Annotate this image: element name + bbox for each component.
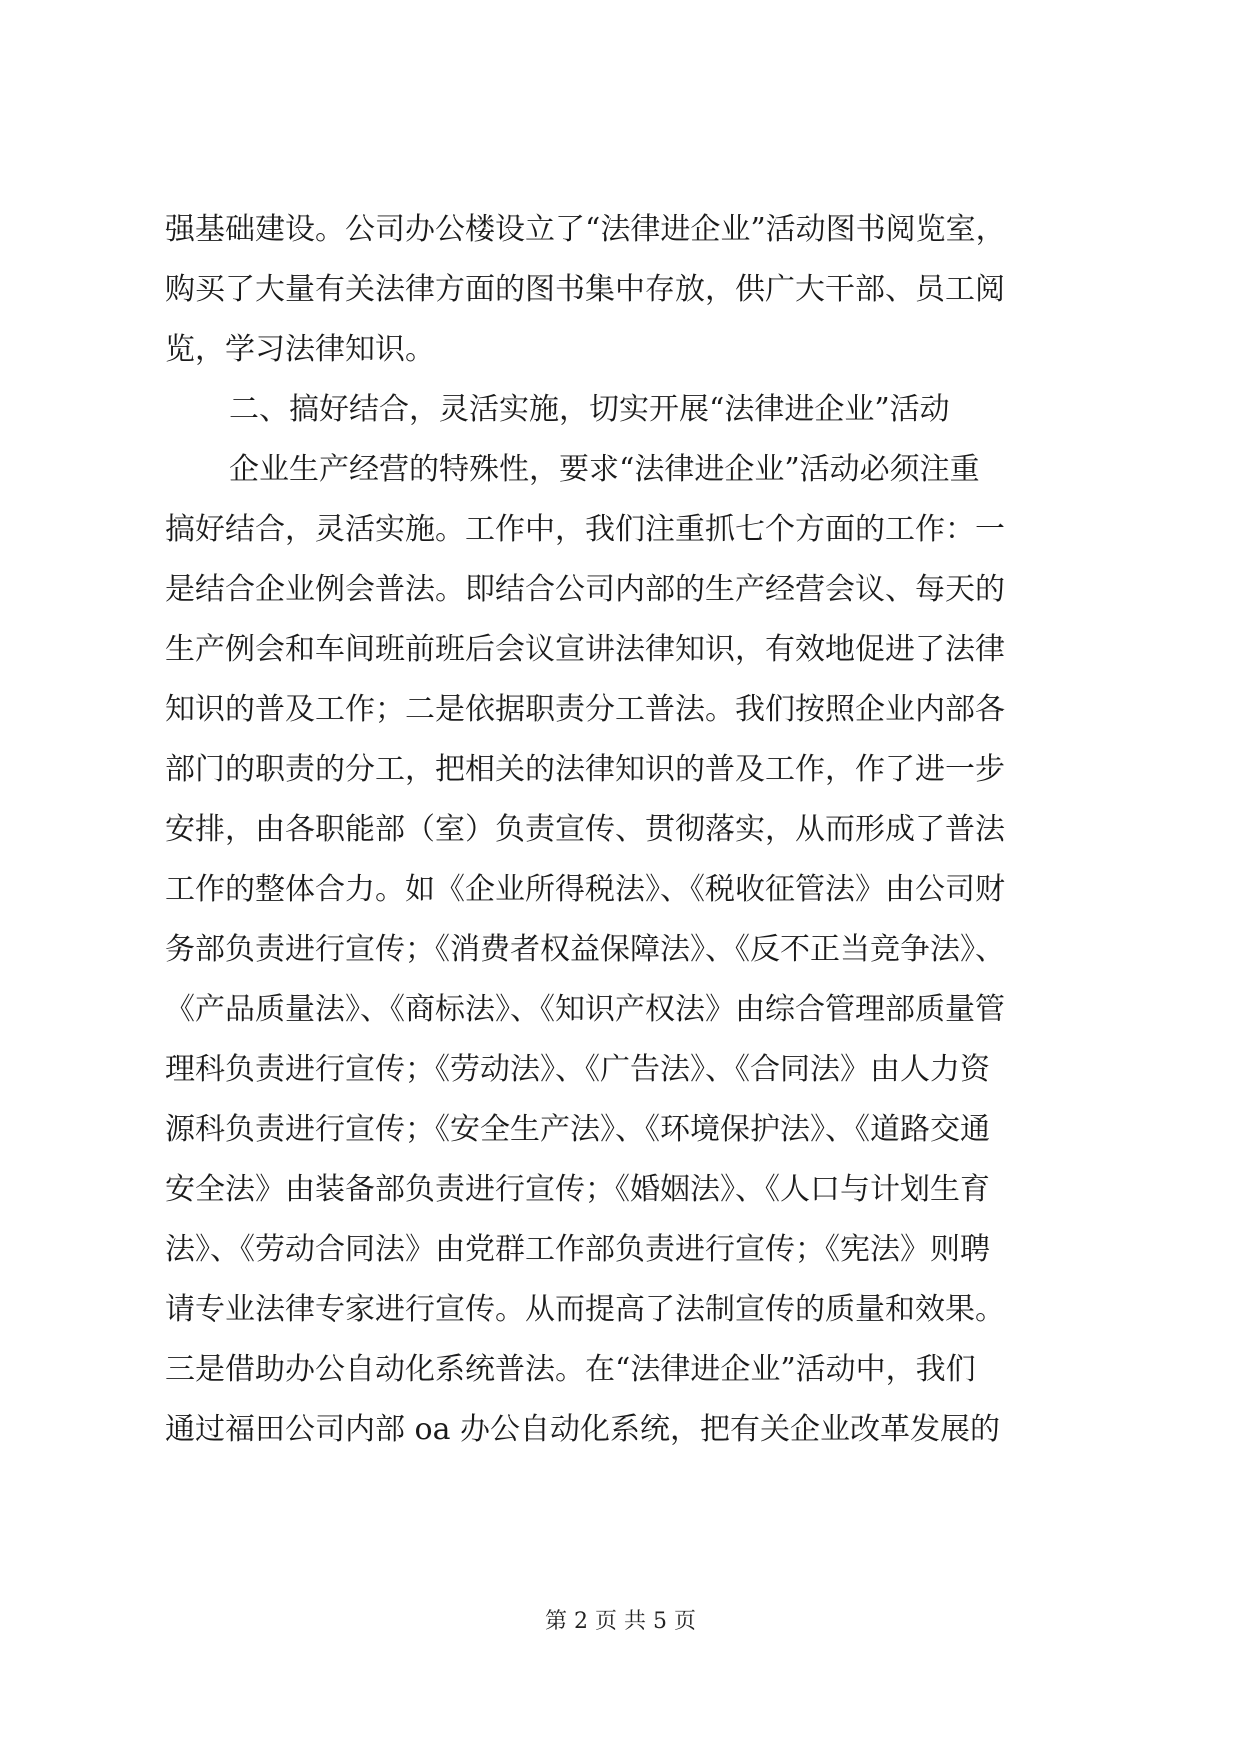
text-line: 三是借助办公自动化系统普法。在“法律进企业”活动中，我们: [165, 1352, 976, 1387]
text-line: 安排，由各职能部（室）负责宣传、贯彻落实，从而形成了普法: [165, 812, 1005, 847]
text-line: 是结合企业例会普法。即结合公司内部的生产经营会议、每天的: [165, 572, 1005, 607]
text-line: 理科负责进行宣传；《劳动法》、《广告法》、《合同法》由人力资: [165, 1052, 990, 1087]
text-line: 通过福田公司内部 oa 办公自动化系统，把有关企业改革发展的: [165, 1412, 1001, 1447]
paragraph-first-line: 二、搞好结合，灵活实施，切实开展“法律进企业”活动: [229, 392, 950, 427]
text-line: 安全法》由装备部负责进行宣传；《婚姻法》、《人口与计划生育: [165, 1172, 990, 1207]
text-line: 知识的普及工作；二是依据职责分工普法。我们按照企业内部各: [165, 692, 1005, 727]
paragraph-first-line: 企业生产经营的特殊性，要求“法律进企业”活动必须注重: [229, 452, 980, 487]
text-line: 览，学习法律知识。: [165, 332, 435, 367]
text-line: 生产例会和车间班前班后会议宣讲法律知识，有效地促进了法律: [165, 632, 1005, 667]
document-body: [165, 200, 1085, 1460]
text-line: 源科负责进行宣传；《安全生产法》、《环境保护法》、《道路交通: [165, 1112, 990, 1147]
text-line: 务部负责进行宣传；《消费者权益保障法》、《反不正当竞争法》、: [165, 932, 1005, 967]
text-line: 法》、《劳动合同法》由党群工作部负责进行宣传；《宪法》则聘: [165, 1232, 990, 1267]
text-line: 工作的整体合力。如《企业所得税法》、《税收征管法》由公司财: [165, 872, 1005, 907]
text-line: 部门的职责的分工，把相关的法律知识的普及工作，作了进一步: [165, 752, 1005, 787]
text-line: 搞好结合，灵活实施。工作中，我们注重抓七个方面的工作：一: [165, 512, 1005, 547]
text-line: 请专业法律专家进行宣传。从而提高了法制宣传的质量和效果。: [165, 1292, 1005, 1327]
text-line: 《产品质量法》、《商标法》、《知识产权法》由综合管理部质量管: [165, 992, 1005, 1027]
text-line: 强基础建设。公司办公楼设立了“法律进企业”活动图书阅览室，: [165, 212, 1006, 247]
text-line: 购买了大量有关法律方面的图书集中存放，供广大干部、员工阅: [165, 272, 1005, 307]
page-footer: 第 2 页 共 5 页: [545, 1609, 696, 1634]
